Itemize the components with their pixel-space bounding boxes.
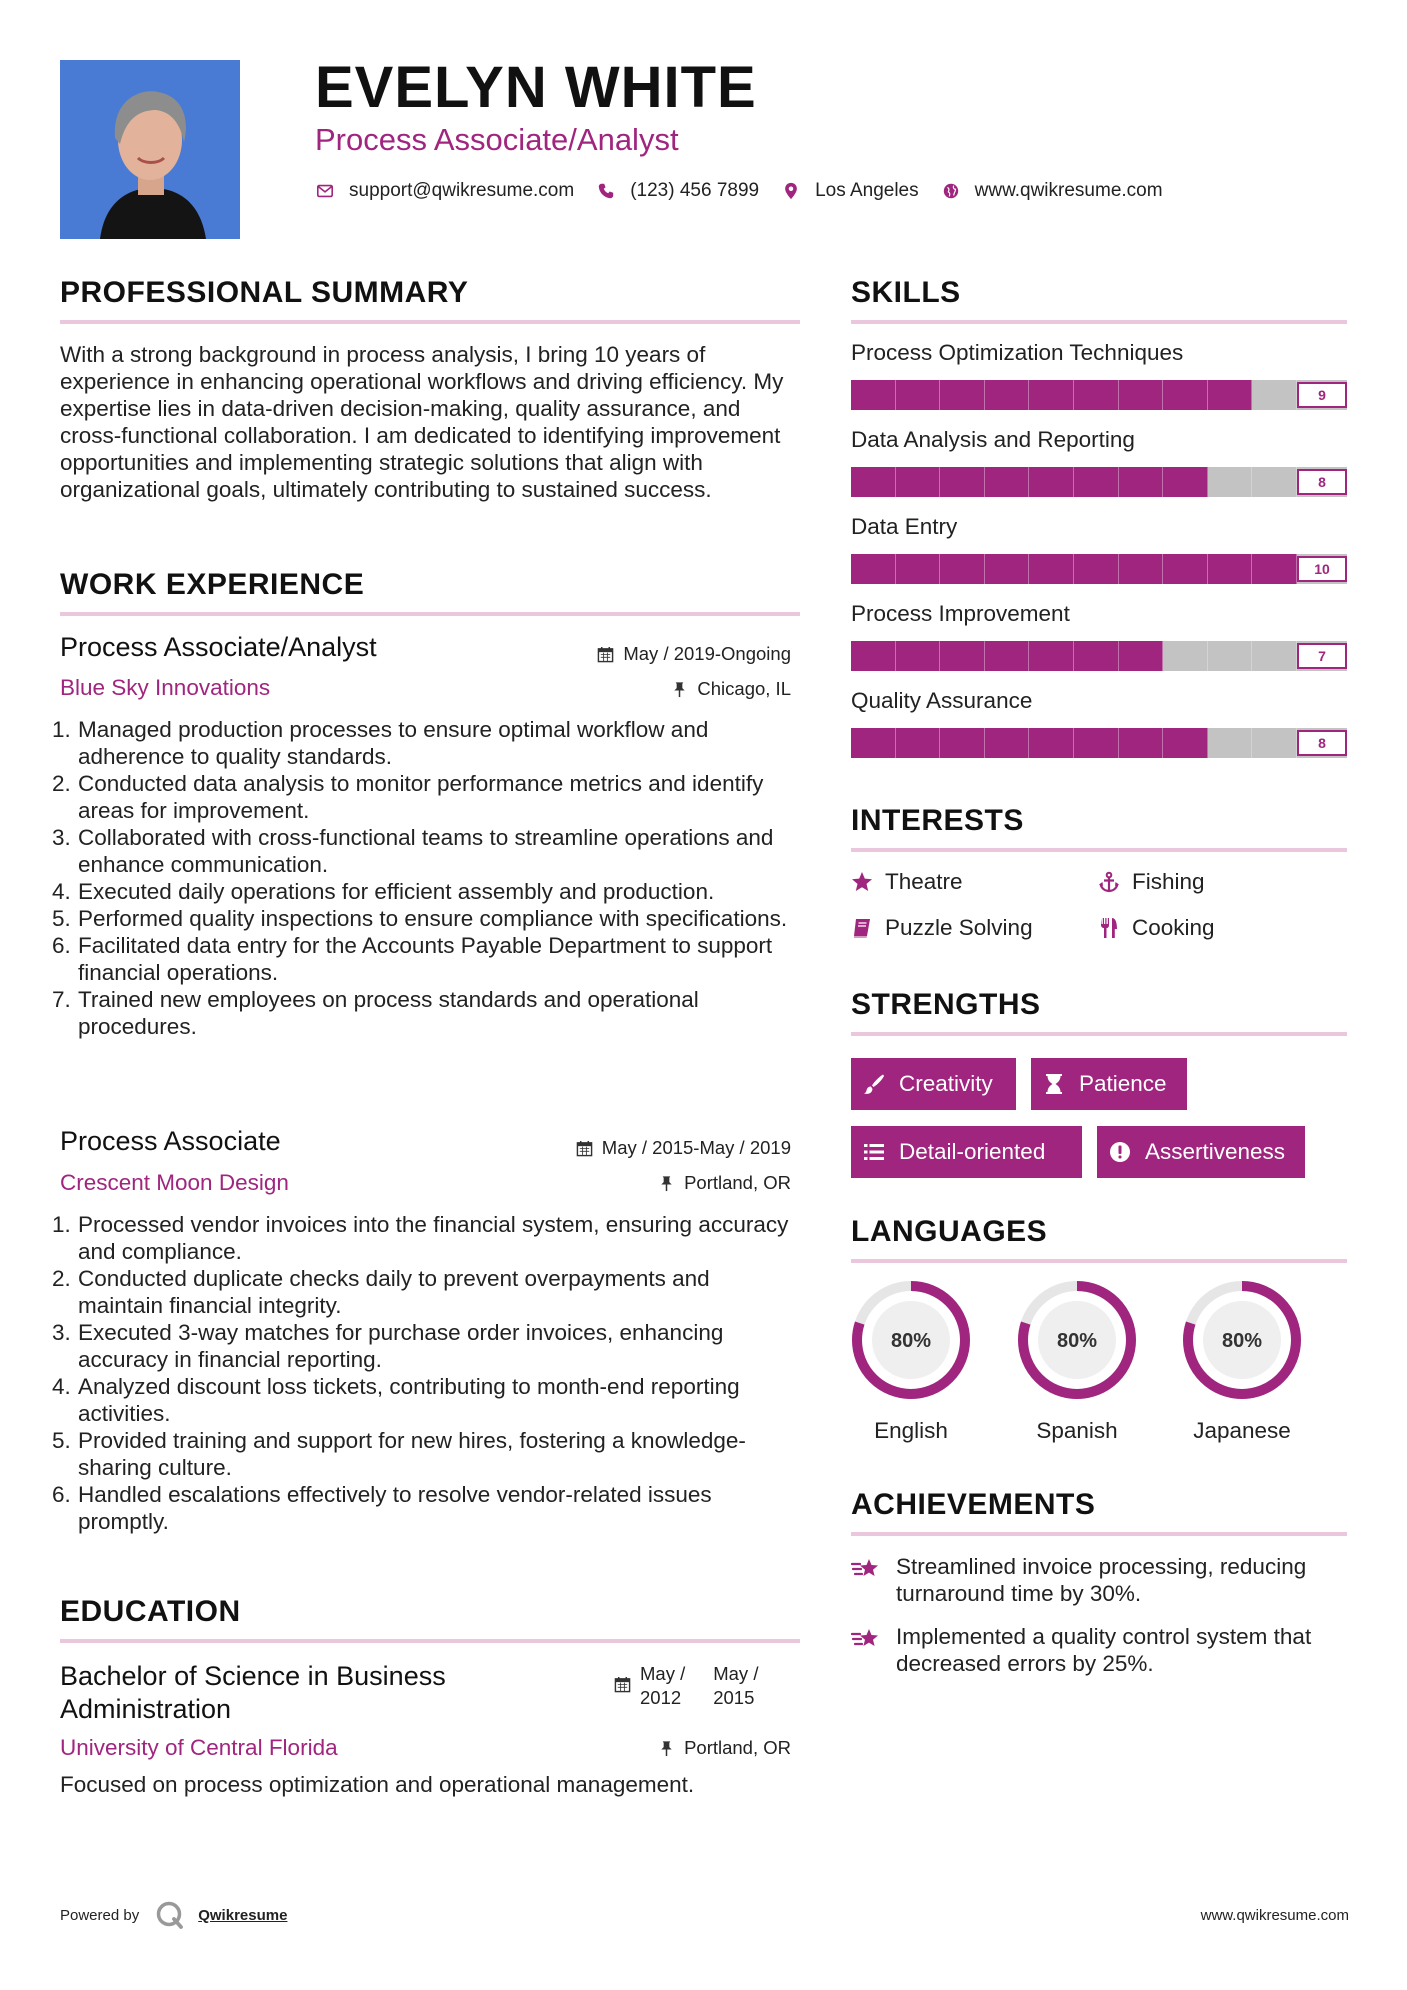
skill-bar-segment: [896, 641, 941, 671]
language-percent: 80%: [1056, 1330, 1098, 1352]
skill-bar-segment: [940, 554, 985, 584]
skill-bar-segment: [1208, 728, 1253, 758]
list-item: 4. Executed daily operations for efficient assembly and production.: [52, 879, 715, 904]
duty-text: Facilitated data entry for the Accounts Payable Department to support financial operations.: [78, 933, 773, 985]
skill-bar-segment: [1163, 641, 1208, 671]
list-item: 6. Facilitated data entry for the Accounts Payable Department to support financial operations.: [52, 933, 773, 985]
education-start-month: May /: [640, 1663, 686, 1684]
summary-heading: PROFESSIONAL SUMMARY: [60, 276, 469, 309]
duty-text: Analyzed discount loss tickets, contributing to month-end reporting activities.: [78, 1374, 740, 1426]
skill-bar-segment: [1208, 641, 1253, 671]
skill-bar-segment: [985, 554, 1030, 584]
skill-bar-segment: [1208, 554, 1253, 584]
interest-label: Puzzle Solving: [885, 915, 1033, 940]
duty-text: Processed vendor invoices into the financial system, ensuring accuracy and compliance.: [78, 1212, 789, 1264]
interest-label: Cooking: [1132, 915, 1215, 940]
skill-bar-segment: [1208, 380, 1253, 410]
list-item: 5. Performed quality inspections to ensure compliance with specifications.: [52, 906, 788, 931]
list-item: 1. Processed vendor invoices into the financial system, ensuring accuracy and compliance.: [52, 1212, 789, 1264]
education-school: University of Central Florida: [60, 1735, 338, 1760]
skill-bar-segment: [1074, 728, 1119, 758]
summary-text: With a strong background in process analysis, I bring 10 years of experience in enhancing operational workflows and driving efficiency. My expertise lies in data-driven decision-making, quality assurance, and cross-functional collaboration. I am dedicated to identifying improvement opportunities and implementing strategic solutions that align with organizational goals, ultimately contributing to sustained success.: [60, 342, 784, 502]
strength-label: Assertiveness: [1145, 1139, 1286, 1164]
contact-location: Los Angeles: [815, 180, 919, 201]
skill-bar-segment: [896, 728, 941, 758]
duty-text: Executed 3-way matches for purchase order invoices, enhancing accuracy in financial reporting.: [78, 1320, 724, 1372]
skill-score: 8: [1297, 730, 1347, 756]
skill-bar-segment: [851, 380, 896, 410]
candidate-name: EVELYN WHITE: [315, 55, 757, 120]
duty-text: Executed daily operations for efficient assembly and production.: [78, 879, 715, 904]
language-item: [1015, 1278, 1139, 1444]
education-location-text: Portland, OR: [684, 1737, 791, 1758]
job-date: [576, 1137, 791, 1159]
language-name: Spanish: [1036, 1418, 1118, 1443]
list-item: 5. Provided training and support for new hires, fostering a knowledge-sharing culture.: [52, 1428, 746, 1480]
list-item: 2. Conducted duplicate checks daily to prevent overpayments and maintain financial integrity.: [52, 1266, 710, 1318]
skill-bar-segment: [1252, 728, 1297, 758]
job-company: Blue Sky Innovations: [60, 675, 271, 700]
job-location: [658, 1172, 791, 1194]
duty-text: Provided training and support for new hires, fostering a knowledge-sharing culture.: [78, 1428, 746, 1480]
achievement-item: [851, 1553, 1351, 1607]
footer-brand-link[interactable]: Qwikresume: [198, 1906, 288, 1924]
strength-badge: [851, 1058, 1016, 1110]
skill-bar-segment: [1029, 380, 1074, 410]
education-start-year: 2012: [640, 1687, 682, 1708]
duty-text: Handled escalations effectively to resolve vendor-related issues promptly.: [78, 1482, 712, 1534]
contact-email[interactable]: support@qwikresume.com: [349, 180, 575, 201]
skill-bar-segment: [940, 728, 985, 758]
interest-item: [1098, 869, 1205, 895]
language-ring: [849, 1278, 973, 1402]
job-location-text: Portland, OR: [684, 1172, 791, 1193]
candidate-title: Process Associate/Analyst: [315, 122, 679, 157]
summary-divider: [60, 320, 800, 324]
languages-heading: LANGUAGES: [851, 1215, 1048, 1248]
footer-website[interactable]: www.qwikresume.com: [1200, 1907, 1349, 1924]
skill-name: Quality Assurance: [851, 688, 1033, 713]
envelope-icon: [315, 180, 335, 202]
skill-bar: [851, 380, 1347, 410]
skill-bar-segment: [940, 467, 985, 497]
achievements-divider: [851, 1532, 1347, 1536]
education-date: [614, 1662, 786, 1710]
skill-score: 9: [1297, 382, 1347, 408]
skill-bar-segment: [985, 380, 1030, 410]
strength-label: Detail-oriented: [899, 1139, 1046, 1164]
skill-bar-segment: [940, 380, 985, 410]
pushpin-icon: [658, 1175, 675, 1192]
skill-bar-segment: [896, 554, 941, 584]
portrait-photo-icon: [60, 60, 240, 239]
education-heading: EDUCATION: [60, 1595, 241, 1628]
skill-bar-segment: [896, 380, 941, 410]
skill-name: Data Entry: [851, 514, 958, 539]
skill-bar-segment: [940, 641, 985, 671]
phone-icon: [596, 180, 616, 202]
contact-website[interactable]: www.qwikresume.com: [974, 180, 1163, 201]
experience-divider: [60, 612, 800, 616]
skill-bar-segment: [1252, 641, 1297, 671]
language-percent: 80%: [890, 1330, 932, 1352]
strength-label: Patience: [1079, 1071, 1167, 1096]
interest-label: Theatre: [885, 869, 963, 894]
job-company: Crescent Moon Design: [60, 1170, 289, 1195]
skill-bar-segment: [1119, 467, 1164, 497]
skill-bar-segment: [1163, 380, 1208, 410]
strength-badge: [1031, 1058, 1187, 1110]
skill-bar-segment: [1029, 728, 1074, 758]
achievement-text: Streamlined invoice processing, reducing turnaround time by 30%.: [896, 1554, 1307, 1606]
skill-bar-segment: [1252, 380, 1297, 410]
education-end: [713, 1662, 758, 1710]
job-title: Process Associate/Analyst: [60, 632, 377, 662]
education-start: [640, 1662, 685, 1710]
shooting-star-icon: [851, 1625, 883, 1653]
pushpin-icon: [658, 1740, 675, 1757]
language-percent: 80%: [1221, 1330, 1263, 1352]
skills-heading: SKILLS: [851, 276, 961, 309]
list-item: 6. Handled escalations effectively to resolve vendor-related issues promptly.: [52, 1482, 712, 1534]
job-location-text: Chicago, IL: [697, 678, 791, 699]
language-item: [1180, 1278, 1304, 1444]
strength-badge: [1097, 1126, 1305, 1178]
education-end-year: 2015: [713, 1687, 755, 1708]
list-item: 7. Trained new employees on process standards and operational procedures.: [52, 987, 699, 1039]
list-item: 3. Collaborated with cross-functional teams to streamline operations and enhance communication.: [52, 825, 774, 877]
shooting-star-icon: [851, 1555, 883, 1583]
job-duties-list: [52, 716, 797, 1040]
calendar-icon: [576, 1140, 593, 1157]
strengths-divider: [851, 1032, 1347, 1036]
experience-heading: WORK EXPERIENCE: [60, 568, 365, 601]
skill-bar-segment: [1119, 728, 1164, 758]
achievements-heading: ACHIEVEMENTS: [851, 1488, 1096, 1521]
skill-bar-segment: [1119, 554, 1164, 584]
skill-bar-segment: [1074, 467, 1119, 497]
language-ring: [1180, 1278, 1304, 1402]
skill-bar-segment: [851, 554, 896, 584]
skill-bar: [851, 728, 1347, 758]
list-item: 1. Managed production processes to ensure optimal workflow and adherence to quality standards.: [52, 717, 709, 769]
pushpin-icon: [671, 681, 688, 698]
calendar-icon: [597, 646, 614, 663]
list-item: 2. Conducted data analysis to monitor performance metrics and identify areas for improvement.: [52, 771, 764, 823]
job-date: [597, 643, 791, 665]
exclamation-circle-icon: [1109, 1141, 1131, 1163]
language-ring: [1015, 1278, 1139, 1402]
skill-bar-segment: [1074, 641, 1119, 671]
skill-score: 10: [1297, 556, 1347, 582]
language-item: [849, 1278, 973, 1444]
calendar-icon: [614, 1676, 631, 1693]
list-item: 4. Analyzed discount loss tickets, contributing to month-end reporting activities.: [52, 1374, 740, 1426]
skill-bar-segment: [851, 467, 896, 497]
skill-bar: [851, 641, 1347, 671]
skill-bar-segment: [896, 467, 941, 497]
skill-bar-segment: [985, 728, 1030, 758]
duty-text: Conducted duplicate checks daily to prevent overpayments and maintain financial integrity.: [78, 1266, 710, 1318]
skill-score: 7: [1297, 643, 1347, 669]
skill-bar-segment: [1252, 467, 1297, 497]
duty-text: Trained new employees on process standards and operational procedures.: [78, 987, 699, 1039]
book-icon: [851, 917, 873, 939]
duty-text: Conducted data analysis to monitor performance metrics and identify areas for improvement.: [78, 771, 764, 823]
skill-bar-segment: [1029, 641, 1074, 671]
contact-phone[interactable]: (123) 456 7899: [630, 180, 760, 201]
skill-name: Process Improvement: [851, 601, 1070, 626]
powered-by-label: Powered by: [60, 1906, 140, 1924]
skill-bar-segment: [1208, 467, 1253, 497]
skill-bar-segment: [1119, 641, 1164, 671]
skill-bar-segment: [1029, 467, 1074, 497]
profile-photo: [60, 60, 240, 239]
education-description: Focused on process optimization and operational management.: [60, 1772, 695, 1797]
language-name: English: [874, 1418, 948, 1443]
skill-bar-segment: [1119, 380, 1164, 410]
star-icon: [851, 871, 873, 893]
job-duties-list: [52, 1211, 797, 1535]
skill-name: Data Analysis and Reporting: [851, 427, 1135, 452]
languages-divider: [851, 1259, 1347, 1263]
list-icon: [863, 1141, 885, 1163]
interest-label: Fishing: [1132, 869, 1205, 894]
duty-text: Collaborated with cross-functional teams to streamline operations and enhance communication.: [78, 825, 774, 877]
anchor-icon: [1098, 871, 1120, 893]
language-name: Japanese: [1193, 1418, 1291, 1443]
utensils-icon: [1098, 917, 1120, 939]
skill-bar-segment: [985, 467, 1030, 497]
strength-label: Creativity: [899, 1071, 993, 1096]
education-location: [658, 1737, 791, 1759]
job-date-text: May / 2015-May / 2019: [601, 1137, 791, 1158]
achievement-item: [851, 1623, 1351, 1677]
interests-divider: [851, 848, 1347, 852]
strengths-heading: STRENGTHS: [851, 988, 1041, 1021]
skill-name: Process Optimization Techniques: [851, 340, 1184, 365]
achievement-text: Implemented a quality control system that decreased errors by 25%.: [896, 1624, 1312, 1676]
education-degree: Bachelor of Science in Business Administration: [60, 1661, 446, 1724]
skill-bar-segment: [851, 728, 896, 758]
skill-bar-segment: [1252, 554, 1297, 584]
map-marker-icon: [781, 180, 801, 202]
footer-powered-by: [60, 1900, 287, 1930]
interest-item: [1098, 915, 1215, 941]
education-end-month: May /: [713, 1663, 759, 1684]
job-location: [671, 678, 791, 700]
skill-bar: [851, 554, 1347, 584]
education-divider: [60, 1639, 800, 1643]
skill-bar: [851, 467, 1347, 497]
globe-icon: [941, 180, 961, 202]
contact-bar: [315, 180, 1185, 202]
interest-item: [851, 915, 1033, 941]
list-item: 3. Executed 3-way matches for purchase order invoices, enhancing accuracy in financial reporting.: [52, 1320, 724, 1372]
paint-brush-icon: [863, 1073, 885, 1095]
skill-bar-segment: [1074, 554, 1119, 584]
skill-bar-segment: [1029, 554, 1074, 584]
duty-text: Performed quality inspections to ensure compliance with specifications.: [78, 906, 788, 931]
interests-heading: INTERESTS: [851, 804, 1024, 837]
skill-bar-segment: [1074, 380, 1119, 410]
skill-bar-segment: [1163, 467, 1208, 497]
strength-badge: [851, 1126, 1082, 1178]
skill-score: 8: [1297, 469, 1347, 495]
skills-divider: [851, 320, 1347, 324]
interest-item: [851, 869, 963, 895]
job-date-text: May / 2019-Ongoing: [623, 643, 791, 664]
qwikresume-logo-icon: [155, 1900, 185, 1930]
hourglass-icon: [1043, 1073, 1065, 1095]
skill-bar-segment: [1163, 728, 1208, 758]
job-title: Process Associate: [60, 1126, 281, 1156]
skill-bar-segment: [985, 641, 1030, 671]
skill-bar-segment: [1163, 554, 1208, 584]
duty-text: Managed production processes to ensure optimal workflow and adherence to quality standards.: [78, 717, 709, 769]
skill-bar-segment: [851, 641, 896, 671]
